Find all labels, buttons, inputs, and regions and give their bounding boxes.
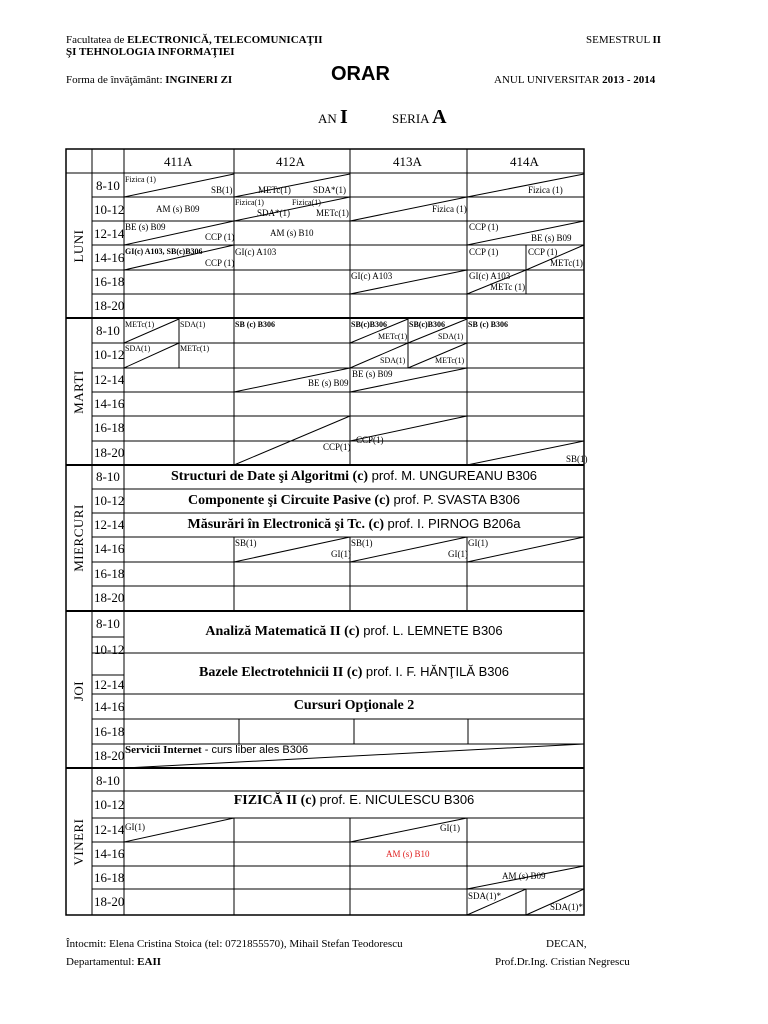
course-entry: SDA(1) <box>180 320 206 329</box>
course-entry: GI(1) <box>331 549 351 559</box>
course-entry: SB(1) <box>351 538 373 548</box>
course-entry: GI(c) A103 <box>469 271 511 281</box>
course-line: Bazele Electrotehnicii II (c) prof. I. F. HĂNŢILĂ B306 <box>199 664 509 680</box>
academic-year: ANUL UNIVERSITAR 2013 - 2014 <box>494 74 656 86</box>
course-entry: METc(1) <box>550 258 583 268</box>
course-entry: SB(1) <box>566 454 588 464</box>
series: SERIA A <box>392 106 447 128</box>
course-entry: Fizica (1) <box>528 185 563 195</box>
course-entry: SB(1) <box>235 538 257 548</box>
course-entry: METc(1) <box>378 332 408 341</box>
slot-joi-3: 12-14 <box>94 677 125 692</box>
group-header-412a: 412A <box>276 154 305 169</box>
course-entry: METc(1) <box>258 185 291 195</box>
course-entry: SDA(1)* <box>550 902 583 912</box>
course-entry: GI(1) <box>468 538 488 548</box>
study-form: Forma de învăţământ: INGINERI ZI <box>66 74 233 86</box>
dean-label: DECAN, <box>546 938 587 950</box>
course-entry: GI(1) <box>125 822 145 832</box>
course-line: Servicii Internet - curs liber ales B306 <box>125 744 309 756</box>
slot-marti-5: 16-18 <box>94 420 125 435</box>
slot-miercuri-6: 18-20 <box>94 590 125 605</box>
course-entry: SB(c)B306 <box>351 320 387 329</box>
course-entry: SDA*(1) <box>313 185 346 195</box>
slot-marti-3: 12-14 <box>94 372 125 387</box>
course-line: Măsurări în Electronică şi Tc. (c) prof. I. PIRNOG B206a <box>187 516 521 532</box>
course-entry: GI(c) A103, SB(c)B306 <box>125 247 203 256</box>
slot-vineri-6: 18-20 <box>94 894 125 909</box>
day-luni: LUNI <box>71 229 86 263</box>
slot-marti-1: 8-10 <box>96 323 120 338</box>
slot-vineri-1: 8-10 <box>96 773 120 788</box>
slot-vineri-2: 10-12 <box>94 797 125 812</box>
day-vineri: VINERI <box>71 818 86 866</box>
dean-name: Prof.Dr.Ing. Cristian Negrescu <box>495 956 630 968</box>
course-entry: BE (s) B09 <box>352 369 393 379</box>
course-entry: CCP (1) <box>205 258 235 268</box>
semester: SEMESTRUL II <box>586 34 662 46</box>
course-entry: GI(1) <box>448 549 468 559</box>
course-entry: SDA*(1) <box>257 208 290 218</box>
group-header-414a: 414A <box>510 154 539 169</box>
faculty-line-2: ŞI TEHNOLOGIA INFORMAŢIEI <box>66 46 235 58</box>
course-entry: CCP (1) <box>528 247 558 257</box>
course-entry: CCP(1) <box>356 435 384 445</box>
slot-joi-2: 10-12 <box>94 642 125 657</box>
course-entry: METc(1) <box>316 208 349 218</box>
course-entry: Fizica (1) <box>432 204 467 214</box>
slot-joi-1: 8-10 <box>96 616 120 631</box>
course-entry: METc(1) <box>180 344 210 353</box>
course-line: Analiză Matematică II (c) prof. L. LEMNETE B306 <box>205 623 503 639</box>
slot-joi-4: 14-16 <box>94 699 125 714</box>
slot-luni-2: 10-12 <box>94 202 125 217</box>
course-entry: GI(1) <box>440 823 460 833</box>
slot-marti-6: 18-20 <box>94 445 125 460</box>
slot-joi-5: 16-18 <box>94 724 125 739</box>
slot-marti-2: 10-12 <box>94 347 125 362</box>
slot-luni-6: 18-20 <box>94 298 125 313</box>
group-header-411a: 411A <box>164 154 193 169</box>
course-line: Structuri de Date şi Algoritmi (c) prof. M. UNGUREANU B306 <box>170 468 538 484</box>
slot-vineri-5: 16-18 <box>94 870 125 885</box>
prepared-by: Întocmit: Elena Cristina Stoica (tel: 0721855570), Mihail Stefan Teodorescu <box>66 938 403 950</box>
course-entry: METc(1) <box>435 356 465 365</box>
group-header-413a: 413A <box>393 154 422 169</box>
course-entry: AM (s) B10 <box>270 228 314 238</box>
course-entry: Fizica (1) <box>125 175 156 184</box>
course-entry: GI(c) A103 <box>235 247 277 257</box>
day-miercuri: MIERCURI <box>71 504 86 572</box>
day-marti: MARTI <box>71 370 86 414</box>
slot-luni-1: 8-10 <box>96 178 120 193</box>
course-entry-highlighted: AM (s) B10 <box>386 849 430 859</box>
day-joi: JOI <box>71 680 86 702</box>
slot-luni-5: 16-18 <box>94 274 125 289</box>
year-of-study: AN I <box>318 106 348 128</box>
slot-miercuri-2: 10-12 <box>94 493 125 508</box>
slot-miercuri-1: 8-10 <box>96 469 120 484</box>
faculty-line-1: Facultatea de ELECTRONICĂ, TELECOMUNICAŢII <box>66 34 323 46</box>
course-line: FIZICĂ II (c) prof. E. NICULESCU B306 <box>233 792 475 808</box>
slot-miercuri-4: 14-16 <box>94 541 125 556</box>
course-entry: SB (c) B306 <box>235 320 275 329</box>
course-entry: CCP (1) <box>205 232 235 242</box>
course-line: Componente şi Circuite Pasive (c) prof. P. SVASTA B306 <box>188 492 520 508</box>
slot-miercuri-5: 16-18 <box>94 566 125 581</box>
course-entry: SDA(1)* <box>468 891 501 901</box>
course-entry: Fizica(1) <box>235 198 264 207</box>
course-entry: CCP(1) <box>323 442 351 452</box>
course-entry: BE (s) B09 <box>125 222 166 232</box>
course-entry: AM (s) B09 <box>502 871 546 881</box>
course-entry: AM (s) B09 <box>156 204 200 214</box>
course-entry: GI(c) A103 <box>351 271 393 281</box>
course-entry: SDA(1) <box>380 356 406 365</box>
slot-vineri-4: 14-16 <box>94 846 125 861</box>
slot-marti-4: 14-16 <box>94 396 125 411</box>
course-entry: SDA(1) <box>438 332 464 341</box>
slot-luni-3: 12-14 <box>94 226 125 241</box>
slot-luni-4: 14-16 <box>94 250 125 265</box>
page-title: ORAR <box>331 63 390 85</box>
department: Departamentul: EAII <box>66 956 162 968</box>
course-entry: BE (s) B09 <box>308 378 349 388</box>
slot-vineri-3: 12-14 <box>94 822 125 837</box>
course-entry: BE (s) B09 <box>531 233 572 243</box>
course-entry: SDA(1) <box>125 344 151 353</box>
course-line: Cursuri Opţionale 2 <box>293 698 415 713</box>
slot-miercuri-3: 12-14 <box>94 517 125 532</box>
slot-joi-6: 18-20 <box>94 748 125 763</box>
course-entry: CCP (1) <box>469 222 499 232</box>
course-entry: METc(1) <box>125 320 155 329</box>
course-entry: CCP (1) <box>469 247 499 257</box>
course-entry: SB(c)B306 <box>409 320 445 329</box>
course-entry: METc (1) <box>490 282 526 292</box>
course-entry: Fizica(1) <box>292 198 321 207</box>
course-entry: SB (c) B306 <box>468 320 508 329</box>
course-entry: SB(1) <box>211 185 233 195</box>
